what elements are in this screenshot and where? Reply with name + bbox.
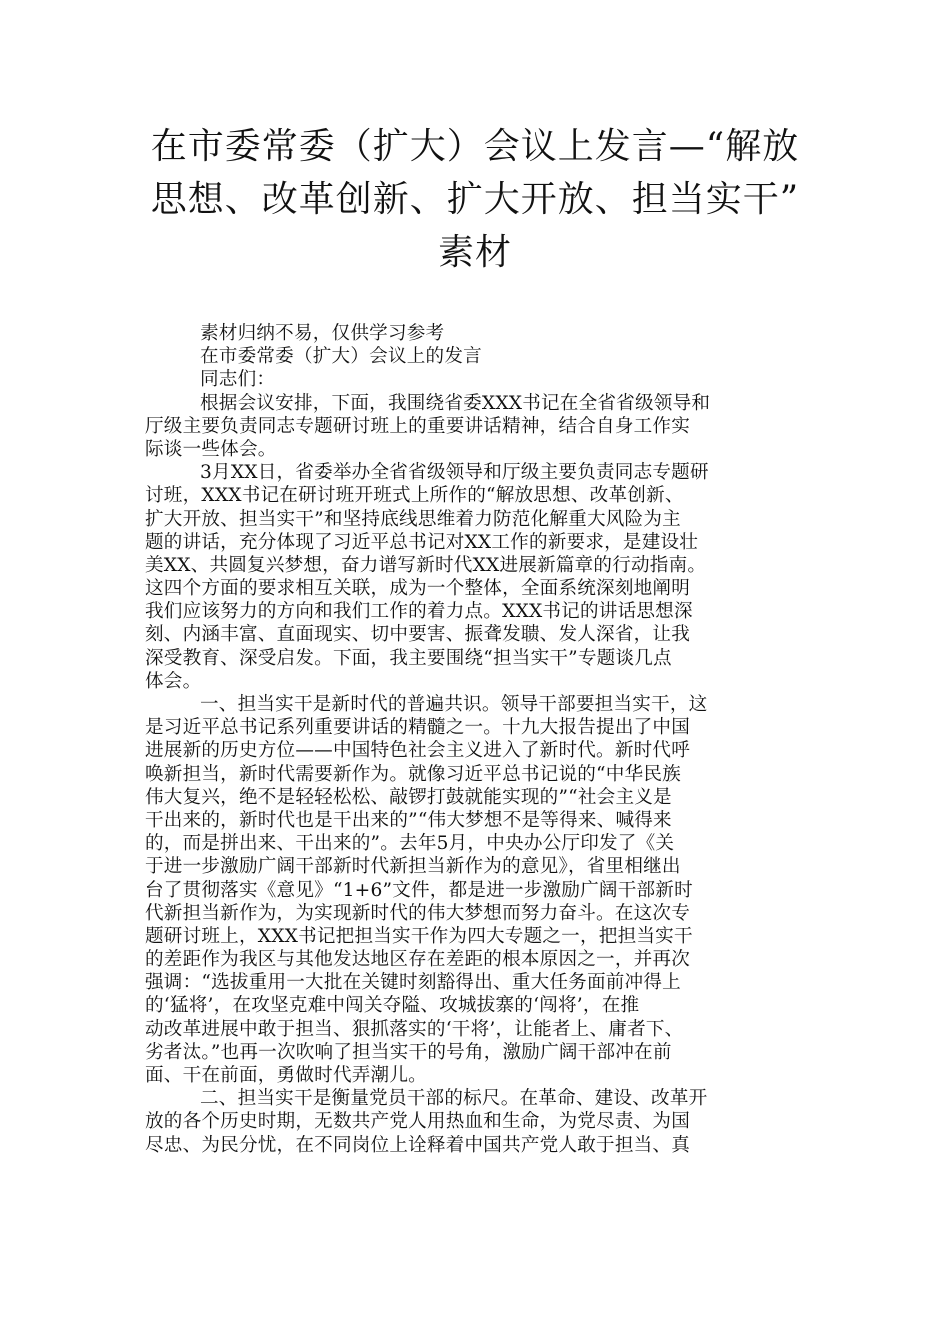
body-text-line: 强调：“选拔重用一大批在关键时刻豁得出、重大任务面前冲得上 [145, 972, 681, 994]
body-text-line: 劣者汰。”也再一次吹响了担当实干的号角，激励广阔干部冲在前 [145, 1041, 672, 1063]
body-text-line: 干出来的，新时代也是干出来的”“伟大梦想不是等得来、喊得来 [145, 809, 672, 831]
body-text-line: 的，而是拼出来、干出来的”。去年5月，中央办公厅印发了《关 [145, 833, 675, 855]
body-text-line: 题的讲话，充分体现了习近平总书记对XX工作的新要求，是建设壮 [145, 531, 699, 553]
body-text-line: 尽忠、为民分忧，在不同岗位上诠释着中国共产党人敢于担当、真 [145, 1134, 691, 1156]
body-text-line: 根据会议安排，下面，我围绕省委XXX书记在全省省级领导和 [200, 392, 711, 414]
body-text-line: 刻、内涵丰富、直面现实、切中要害、振聋发聩、发人深省，让我 [145, 624, 691, 646]
title-line: 思想、改革创新、扩大开放、担当实干” [150, 179, 800, 220]
body-text-line: 二、担当实干是衡量党员干部的标尺。在革命、建设、改革开 [200, 1088, 708, 1110]
body-text-line: 进展新的历史方位——中国特色社会主义进入了新时代。新时代呼 [145, 740, 691, 762]
body-text-line: 扩大开放、担当实干”和坚持底线思维着力防范化解重大风险为主 [145, 508, 681, 530]
body-text-line: 放的各个历史时期，无数共产党人用热血和生命，为党尽责、为国 [145, 1111, 691, 1133]
body-text-line: 唤新担当，新时代需要新作为。就像习近平总书记说的“中华民族 [145, 763, 681, 785]
body-text-line: 一、担当实干是新时代的普遍共识。领导干部要担当实干，这 [200, 694, 708, 715]
body-text-line: 是习近平总书记系列重要讲话的精髓之一。十九大报告提出了中国 [145, 717, 691, 739]
body-text-line: 在市委常委（扩大）会议上的发言 [200, 346, 482, 368]
body-text-line: 体会。 [145, 670, 202, 692]
body-text-line: 的差距作为我区与其他发达地区存在差距的根本原因之一，并再次 [145, 949, 691, 971]
body-text-line: 际谈一些体会。 [145, 438, 277, 460]
body-text-line: 讨班，XXX书记在研讨班开班式上所作的“解放思想、改革创新、 [145, 485, 684, 507]
body-text-line: 动改革进展中敢于担当、狠抓落实的‘干将’，让能者上、庸者下、 [145, 1018, 684, 1040]
body-text-line: 我们应该努力的方向和我们工作的着力点。XXX书记的讲话思想深 [145, 601, 693, 623]
body-text-line: 代新担当新作为，为实现新时代的伟大梦想而努力奋斗。在这次专 [145, 902, 691, 924]
document-body [145, 322, 815, 1157]
body-text-line: 厅级主要负责同志专题研讨班上的重要讲话精神，结合自身工作实 [145, 415, 691, 437]
body-text-line: 题研讨班上，XXX书记把担当实干作为四大专题之一，把担当实干 [145, 925, 693, 947]
body-text-line: 台了贯彻落实《意见》“1+6”文件，都是进一步激励广阔干部新时 [145, 879, 693, 901]
body-text-line: 素材归纳不易，仅供学习参考 [200, 323, 445, 344]
body-text-line: 同志们： [200, 369, 276, 391]
body-text-line: 伟大复兴，绝不是轻轻松松、敲锣打鼓就能实现的”“社会主义是 [145, 786, 672, 808]
title-line: 素材 [437, 232, 512, 273]
body-text-line: 面、干在前面，勇做时代弄潮儿。 [145, 1065, 427, 1086]
body-text-line: 深受教育、深受启发。下面，我主要围绕“担当实干”专题谈几点 [145, 647, 672, 669]
body-text-line: 3月XX日，省委举办全省省级领导和厅级主要负责同志专题研 [200, 462, 709, 484]
body-text-line: 于进一步激励广阔干部新时代新担当新作为的意见》，省里相继出 [145, 856, 681, 878]
body-text-line: 这四个方面的要求相互关联，成为一个整体，全面系统深刻地阐明 [145, 578, 691, 600]
document-title [140, 120, 810, 279]
body-text-line: 的‘猛将’，在攻坚克难中闯关夺隘、攻城拔寨的‘闯将’，在推 [145, 995, 640, 1017]
title-line: 在市委常委（扩大）会议上发言—“解放 [150, 126, 800, 167]
body-text-line: 美XX、共圆复兴梦想，奋力谱写新时代XX进展新篇章的行动指南。 [145, 554, 707, 576]
